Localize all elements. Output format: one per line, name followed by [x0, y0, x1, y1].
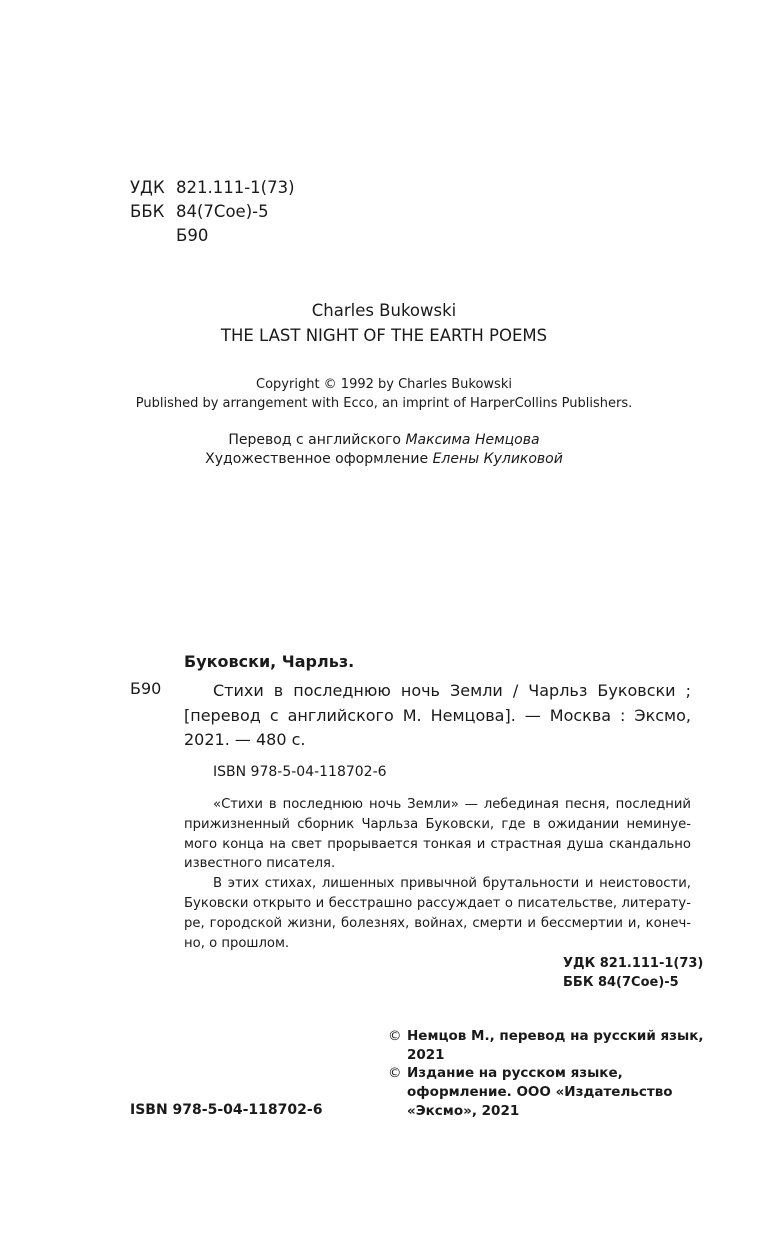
bbk-value: 84(7Сое)-5	[176, 202, 269, 221]
bibliographic-record	[184, 652, 691, 671]
bbk-label: ББК	[130, 202, 165, 221]
annotation-line: прижизненный сборник Чарльза Буковски, где в ожидании неминуе-	[184, 816, 691, 832]
annotation	[184, 795, 691, 953]
udk-row	[130, 176, 295, 200]
annotation-line: ре, городской жизни, болезнях, войнах, смерти и бессмертии и, конеч-	[184, 915, 691, 931]
bib-line: [перевод с английского М. Немцова]. — Москва : Эксмо,	[184, 705, 691, 725]
translation-credit: Перевод с английского Максима Немцова	[228, 432, 540, 448]
copyright-symbol: ©	[388, 1065, 402, 1081]
designer-name: Елены Куликовой	[432, 451, 563, 467]
original-author: Charles Bukowski	[311, 301, 457, 320]
annotation-line: мого конца на свет прорывается тонкая и страстная душа скандально	[184, 836, 691, 852]
copyright-block	[0, 375, 768, 413]
isbn: ISBN 978-5-04-118702-6	[213, 764, 387, 780]
annotation-line: известного писателя.	[184, 856, 336, 872]
publisher-note: Published by arrangement with Ecco, an imprint of HarperCollins Publishers.	[135, 396, 633, 411]
author-mark-row	[130, 224, 295, 248]
original-title: THE LAST NIGHT OF THE EARTH POEMS	[220, 326, 548, 345]
translator-name: Максима Немцова	[405, 432, 540, 448]
annotation-line: но, о прошлом.	[184, 935, 290, 951]
bbk-row	[130, 200, 295, 224]
bib-code: Б90	[130, 679, 162, 698]
class-code-udk: УДК 821.111-1(73)	[563, 956, 704, 971]
bib-description	[184, 679, 691, 753]
rights-notice-translation: © Немцов М., перевод на русский язык, 2021	[388, 1028, 704, 1063]
annotation-line: В этих стихах, лишенных привычной брутальности и неистовости,	[213, 876, 691, 892]
rights-notice-edition: © Издание на русском языке, оформление. ООО «Издательство «Эксмо», 2021	[388, 1065, 673, 1119]
copyright-line: Copyright © 1992 by Charles Bukowski	[256, 377, 512, 392]
bib-line: 2021. — 480 с.	[184, 730, 306, 749]
classification-block	[130, 176, 295, 248]
bib-line: Стихи в последнюю ночь Земли / Чарльз Буковски ;	[213, 681, 691, 700]
class-code-bbk: ББК 84(7Сое)-5	[563, 975, 679, 990]
class-codes	[563, 954, 703, 992]
credits-block	[0, 431, 768, 469]
udk-label: УДК	[130, 178, 165, 197]
annotation-line: «Стихи в последнюю ночь Земли» — лебединая песня, последний	[213, 797, 691, 812]
udk-value: 821.111-1(73)	[176, 178, 295, 197]
annotation-line: Буковски открыто и бесстрашно рассуждает о писательстве, литерату-	[184, 895, 691, 911]
copyright-symbol: ©	[388, 1028, 402, 1044]
isbn-bottom: ISBN 978-5-04-118702-6	[130, 1102, 323, 1118]
bib-author-heading: Буковски, Чарльз.	[184, 652, 355, 671]
design-credit: Художественное оформление Елены Куликовой	[205, 451, 563, 467]
author-mark: Б90	[176, 226, 209, 245]
